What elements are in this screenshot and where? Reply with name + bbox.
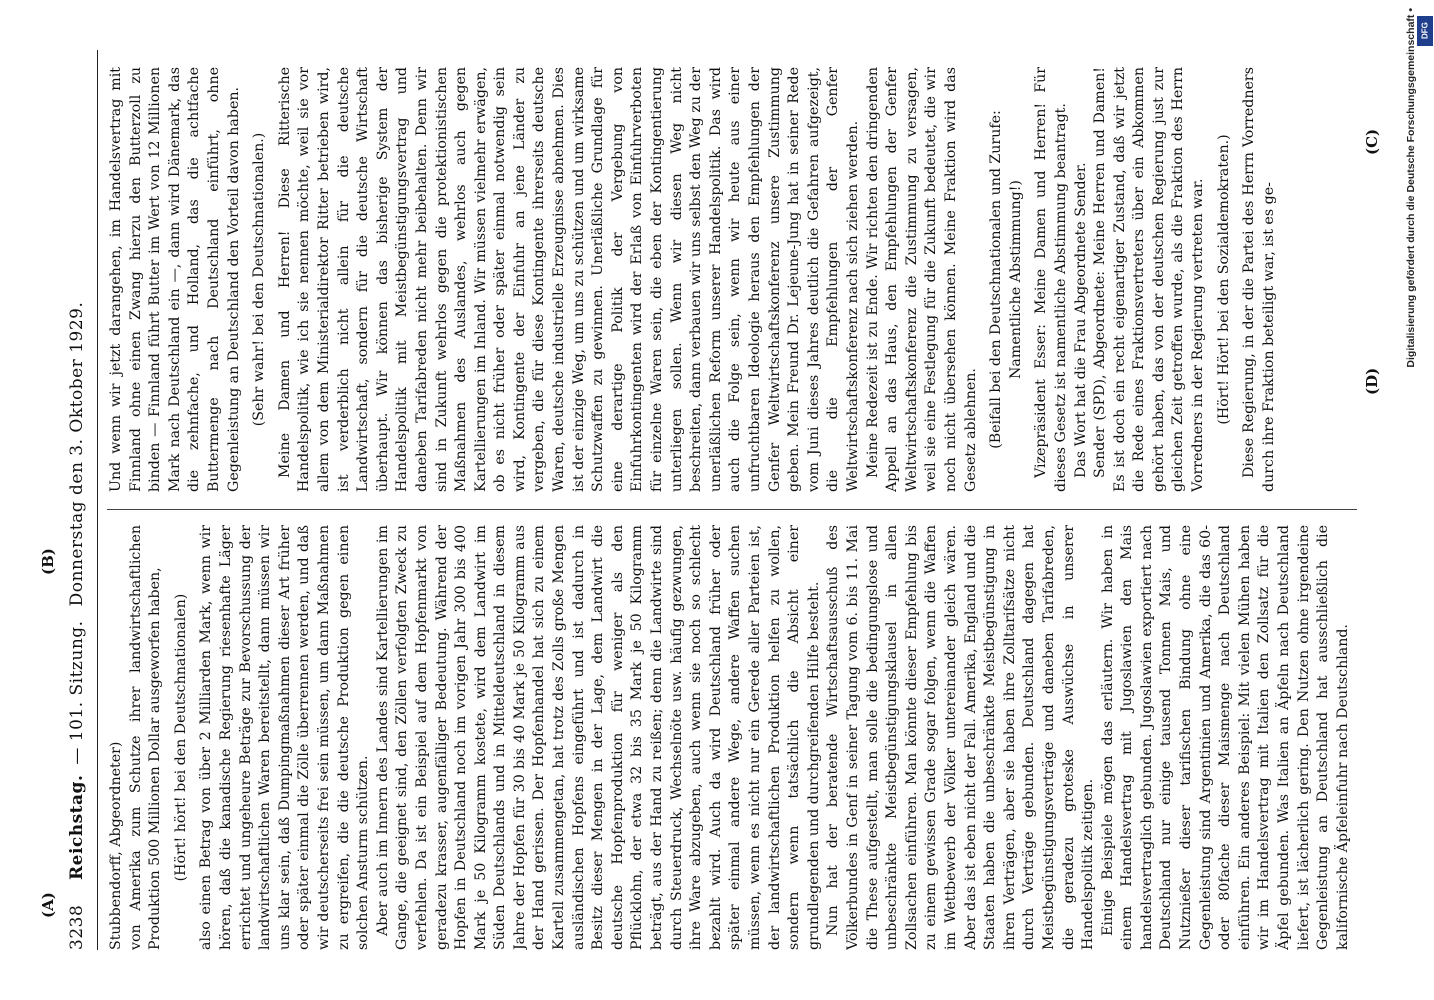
header-title: Reichstag. xyxy=(67,774,87,880)
paragraph: Das Wort hat die Frau Abgeordnete Sender. xyxy=(1072,162,1089,478)
right-column xyxy=(107,67,1362,492)
page-number: 3238 xyxy=(67,904,87,950)
paragraph: Einige Beispiele mögen das erläutern. Wir haben in einem Handelsvertrag mit Jugoslawien den Mais handelsvertraglich gebunden. Jugoslawien exportiert nach Deutschland nur einige tausend Tonnen Mais, und Nutznießer dieser tarifischen Bindung ohne eine Gegenleistung sind Argentinien und Amerika, die das 60- oder 80fache dieser Maismenge nach Deutschland einführen. Ein anderes Beispiel: Mit vielen Mühen haben wir im Handelsvertrag mit Italien den Zollsatz für die Äpfel gebunden. Was Italien an Äpfeln nach Deutschland liefert, ist lächerlich gering. Den Nutzen ohne irgendeine Gegenleistung an Deutschland hat ausschließlich die kalifornische Äpfeleinfuhr nach Deutschland. xyxy=(1099,525,1351,950)
interjection: (Beifall bei den Deutschnationalen und Zurufe: Namentliche Abstimmung!) xyxy=(988,110,1024,449)
speaker-continuation: Stubbendorff, Abgeordneter) xyxy=(108,741,124,950)
paragraph: Sender (SPD), Abgeordnete: Meine Herren und Damen! Es ist doch ein recht eigenartiger Zustand, daß wir jetzt die Rede eines Fraktionsvertreters über ein Abkommen gehört haben, das von der deutschen Regierung just zur gleichen Zeit getroffen wurde, als die Fraktion des Herrn Vorredners in der Regierung vertreten war. xyxy=(1092,67,1207,492)
header-date: Donnerstag den 3. Oktober 1929. xyxy=(67,301,87,607)
page-header xyxy=(67,50,95,950)
paragraph: Nun hat der beratende Wirtschaftsausschuß des Völkerbundes in Genf in seiner Tagung vom 6. bis 11. Mai die These aufgestellt, man solle die bedingungslose und unbeschränkte Meistbegünstigungsklausel in allen Zollsachen einführen. Man könnte dieser Empfehlung bis zu einem gewissen Grade sogar folgen, wenn die Waffen im Wettbewerb der Völker untereinander gleich wären. Aber das ist eben nicht der Fall. Amerika, England und die Staaten haben die unbeschränkte Meistbegünstigung in ihren Verträgen, aber sie haben ihre Zolltarifsätze nicht durch Verträge gebunden. Deutschland dagegen hat Meistbegünstigungsverträge und daneben Tarifabreden, die geradezu groteske Auswüchse in unserer Handelspolitik zeitigen. xyxy=(825,525,1097,950)
margin-marker-c: (C) xyxy=(1363,128,1381,155)
paragraph: Diese Regierung, in der die Partei des Herrn Vorredners durch ihre Fraktion beteiligt war, ist es ge- xyxy=(1241,67,1277,492)
paragraph: also einen Betrag von über 2 Milliarden Mark, wenn wir hören, daß die kanadische Regierung riesenhafte Läger errichtet und ungeheure Beträge zur Bevorschussung der landwirtschaftlichen Waren bereitstellt, dann müssen wir uns klar sein, daß Dumpingmaßnahmen dieser Art früher oder später einmal die Zölle überrennen werden, und daß wir deutscherseits frei sein müssen, um dann Maßnahmen zu ergreifen, die die deutsche Produktion gegen einen solchen Ansturm schützen. xyxy=(198,525,372,950)
header-session: — 101. Sitzung. xyxy=(67,620,87,765)
interjection: (Sehr wahr! bei den Deutschnationalen.) xyxy=(251,132,268,427)
margin-marker-d: (D) xyxy=(1363,367,1381,395)
rotated-page xyxy=(39,50,1381,950)
credit-strip xyxy=(1405,8,1434,708)
interjection: (Hört! Hört! bei den Sozialdemokraten.) xyxy=(1215,134,1232,425)
paragraph: Meine Damen und Herren! Diese Ritterische Handelspolitik, wie ich sie nennen möchte, weil sie vor allem von dem Ministerialdirektor Ritter betrieben wird, ist verderblich nicht allein für die deutsche Landwirtschaft, sondern für die deutsche Wirtschaft überhaupt. Wir können das bisherige System der Handelspolitik mit Meistbegünstigungsvertrag und daneben Tarifabreden nicht mehr beibehalten. Denn wir sind in Zukunft wehrlos gegen die protektionistischen Maßnahmen des Auslandes, wehrlos auch gegen Kartellierungen im Inland. Wir müssen vielmehr erwägen, ob es nicht früher oder später einmal notwendig sein wird, Kontingente der Einfuhr an jene Länder zu vergeben, die für diese Kontingente ihrerseits deutsche Waren, deutsche industrielle Erzeugnisse abnehmen. Dies ist der einzige Weg, um uns zu schützen und um wirksame Schutzwaffen zu gewinnen. Unerläßliche Grundlage für eine derartige Politik der Vergebung von Einfuhrkontingenten wird der Erlaß von Einfuhrverboten für einzelne Waren sein, die eben der Kontingentierung unterliegen sollen. Wenn wir diesen Weg nicht beschreiten, dann verbauen wir uns selbst den Weg zu der unerläßlichen Reform unserer Handelspolitik. Das wird auch die Folge sein, wenn wir heute aus einer unfruchtbaren Ideologie heraus den Empfehlungen der Genfer Weltwirtschaftskonferenz unsere Zustimmung geben. Mein Freund Dr. Lejeune-Jung hat in seiner Rede vom Juni dieses Jahres deutlich die Gefahren aufgezeigt, die die Empfehlungen der Genfer Weltwirtschaftskonferenz nach sich ziehen werden. xyxy=(276,67,861,492)
column-divider xyxy=(107,509,1357,510)
interjection: (Hört! hört! bei den Deutschnationalen) xyxy=(172,593,189,882)
margin-marker-a: (A) xyxy=(39,892,57,918)
dfg-credit: Digitalisierung gefördert durch die Deutsche Forschungsgemeinschaft • xyxy=(1405,8,1417,368)
paragraph: Vizepräsident Esser: Meine Damen und Herren! Für dieses Gesetz ist namentliche Abstimmung beantragt. xyxy=(1033,67,1069,492)
paragraph: Meine Redezeit ist zu Ende. Wir richten den dringenden Appell an das Haus, den Empfehlungen der Genfer Weltwirtschaftskonferenz die Zustimmung zu versagen, weil sie eine Festlegung für die Zukunft bedeutet, die wir noch nicht übersehen können. Meine Fraktion wird das Gesetz ablehnen. xyxy=(864,67,979,492)
paragraph: Und wenn wir jetzt darangehen, im Handelsvertrag mit Finnland ohne einen Zwang hierzu den Butterzoll zu binden — Finnland führt Butter im Wert von 12 Millionen Mark nach Deutschland ein —, dann wird Dänemark, das die zehnfache, und Holland, das die achtfache Buttermenge nach Deutschland einführt, ohne Gegenleistung an Deutschland den Vorteil davon haben. xyxy=(108,67,242,492)
paragraph: von Amerika zum Schutze ihrer landwirtschaftlichen Produktion 500 Millionen Dollar ausgeworfen haben, xyxy=(127,525,164,950)
margin-marker-b: (B) xyxy=(39,548,57,575)
paragraph: Aber auch im Innern des Landes sind Kartellierungen im Gange, die geeignet sind, den Zöllen verfolgten Zweck zu verfehlen. Da ist ein Beispiel auf dem Hopfenmarkt von geradezu krasser, augenfälliger Bedeutung. Während der Hopfen in Deutschland noch im vorigen Jahr 300 bis 400 Mark je 50 Kilogramm kostete, wird dem Landwirt im Süden Deutschlands und in Mitteldeutschland in diesem Jahre der Hopfen für 30 bis 40 Mark je 50 Kilogramm aus der Hand gerissen. Der Hopfenhandel hat sich zu einem Kartell zusammengetan, hat trotz des Zolls große Mengen ausländischen Hopfens eingeführt und ist dadurch in Besitz dieser Mengen in der Lage, dem Landwirt die deutsche Hopfenproduktion für weniger als den Pflücklohn, der etwa 32 bis 35 Mark je 50 Kilogramm beträgt, aus der Hand zu reißen; denn die Landwirte sind durch Steuerdruck, Wechselnöte usw. häufig gezwungen, ihre Ware abzugeben, auch wenn sie noch so schlecht bezahlt wird. Auch da wird Deutschland früher oder später einmal andere Wege, andere Waffen suchen müssen, wenn es nicht nur ein Gerede aller Parteien ist, der landwirtschaftlichen Produktion helfen zu wollen, sondern wenn tatsächlich die Absicht einer grundlegenden und durchgreifenden Hilfe besteht. xyxy=(374,525,822,950)
left-column xyxy=(107,525,1362,950)
header-rule xyxy=(97,50,98,950)
dfg-logo: DFG xyxy=(1417,16,1433,46)
